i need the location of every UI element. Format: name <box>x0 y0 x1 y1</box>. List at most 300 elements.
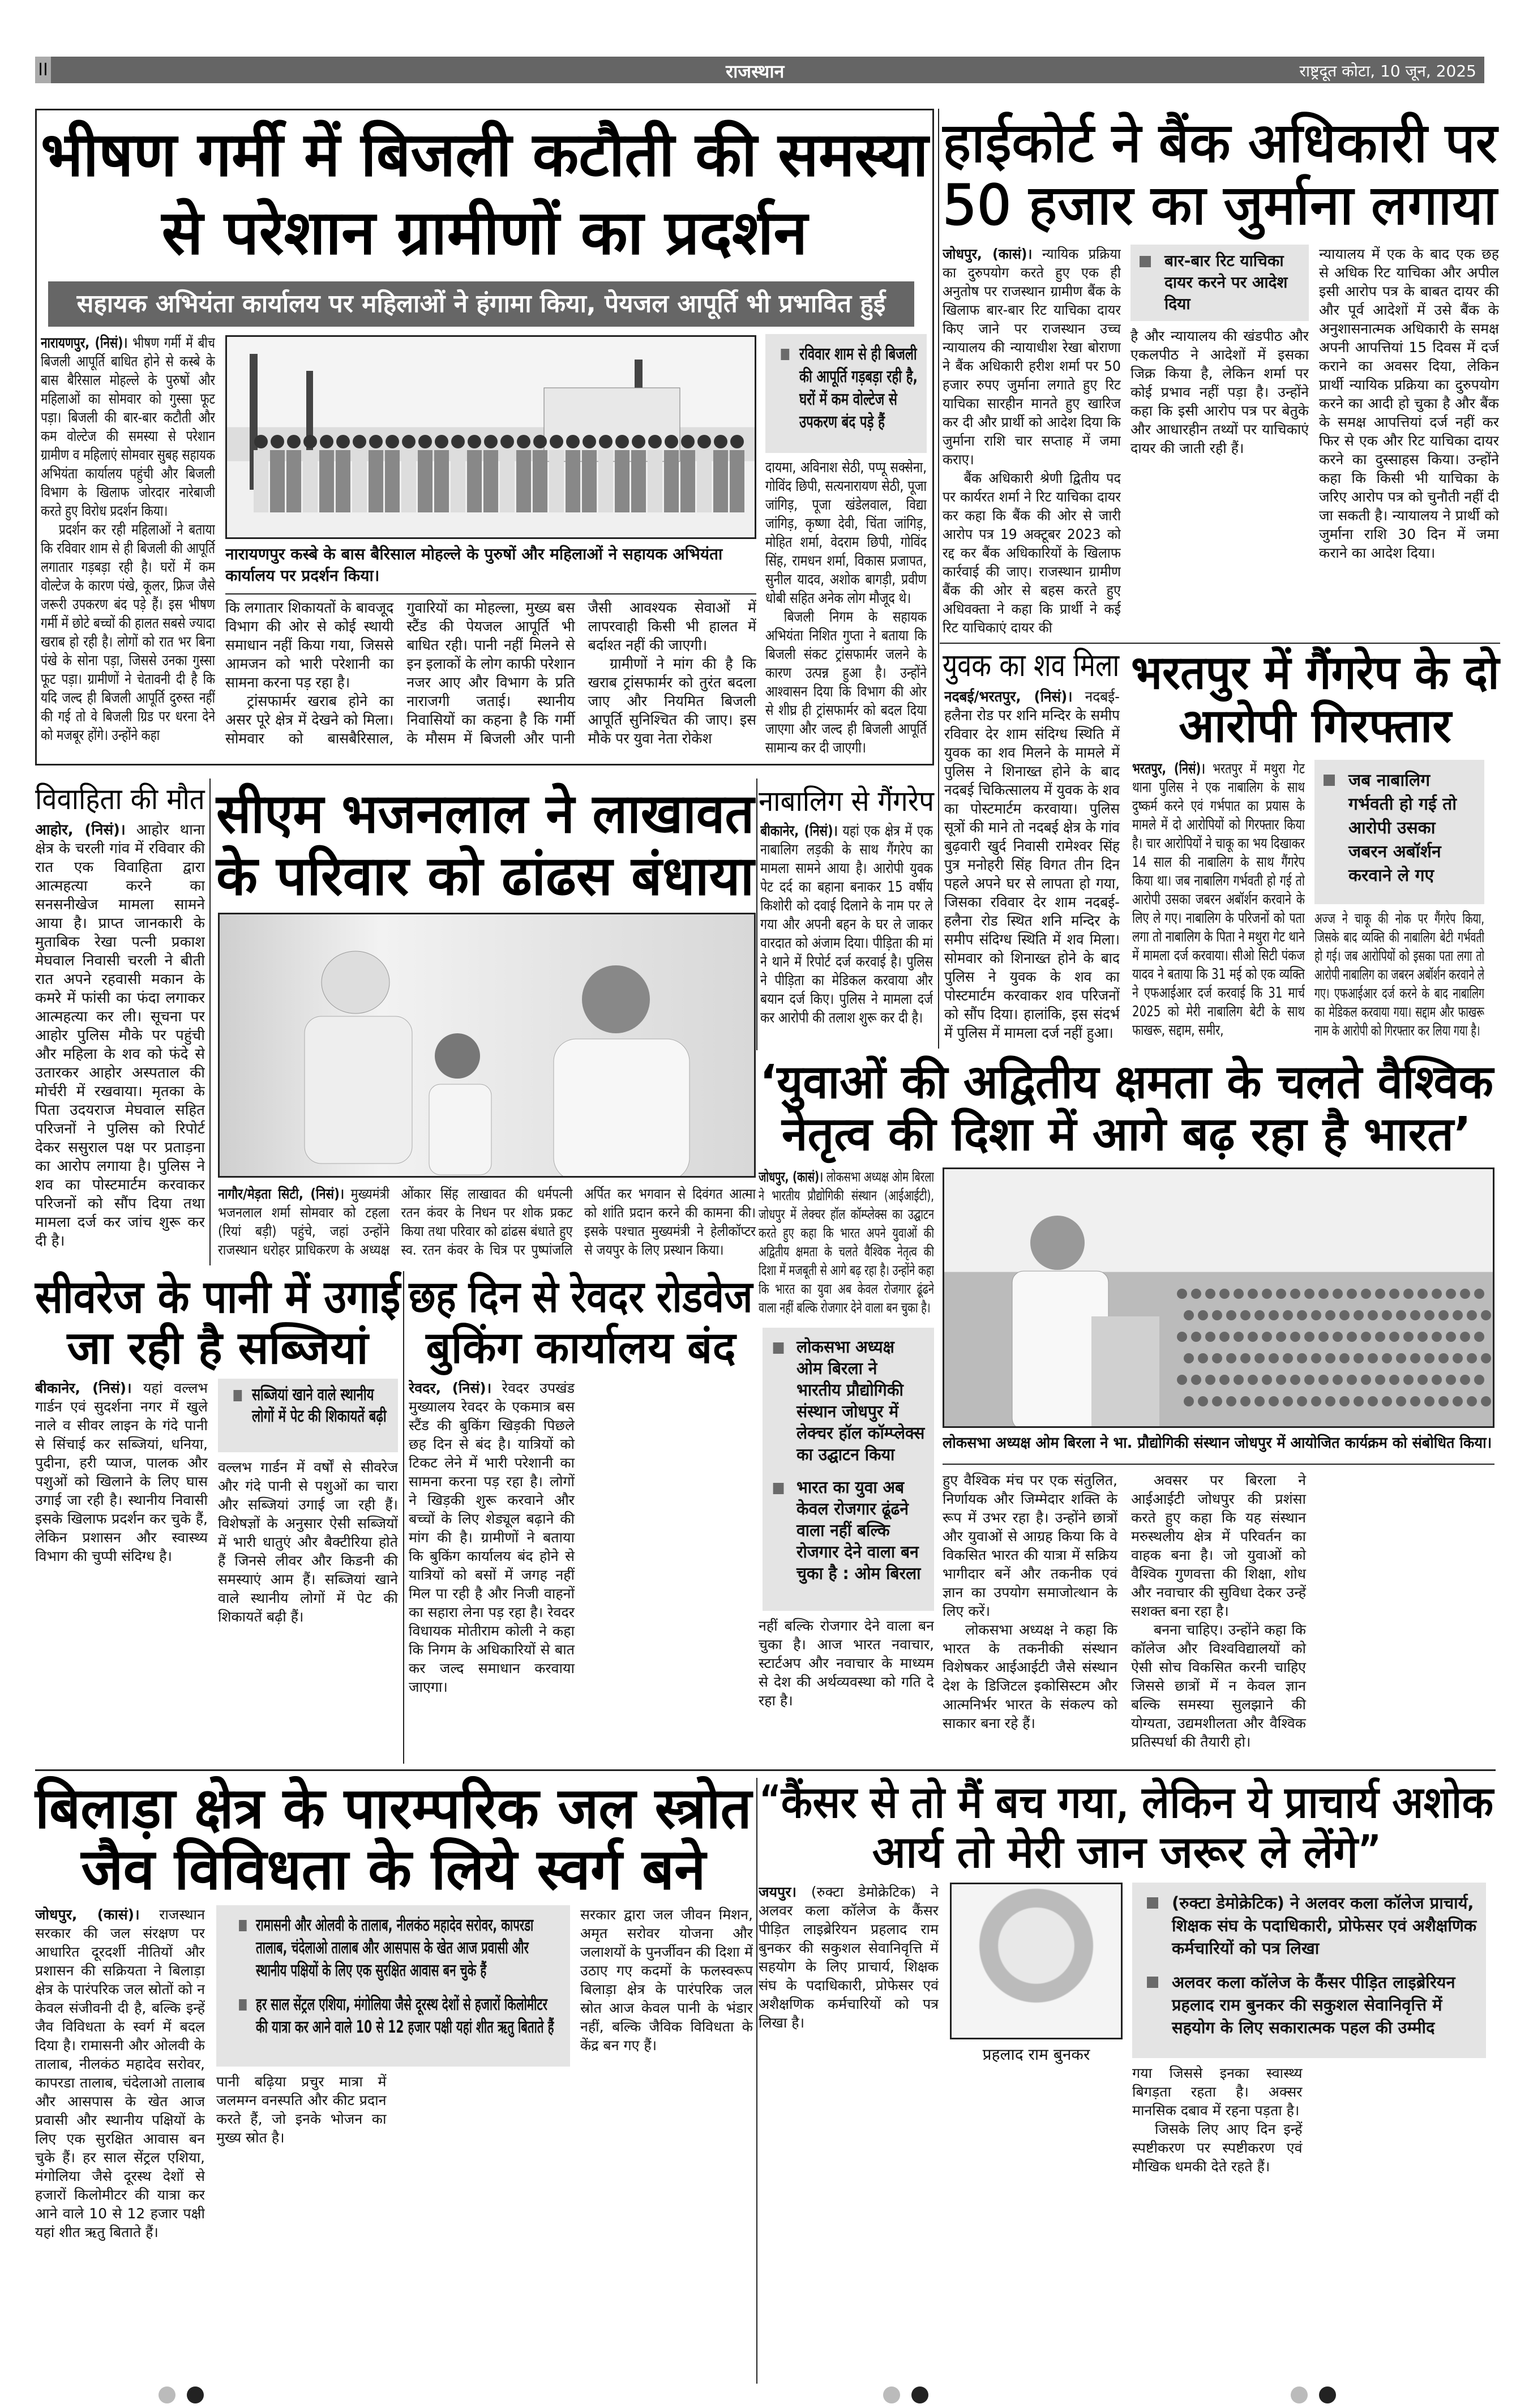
s4-headline <box>1131 647 1499 753</box>
text-flow <box>256 1914 561 2039</box>
text-flow <box>1164 250 1300 315</box>
person-figure <box>254 435 268 448</box>
audience-figure <box>1389 1332 1399 1342</box>
audience-figure <box>1467 1396 1477 1406</box>
person-figure <box>336 450 350 512</box>
page-header <box>35 57 1484 83</box>
paragraph: (रुक्टा डेमोक्रेटिक) ने अलवर कला कॉलेज के कैंसर पीड़ित लाइब्रेरियन प्रहलाद राम बुनकर की सकुशल सेवानिवृत्ति में सहयोग के लिए प्राचार्य, शिक्षक संघ के पदाधिकारी, प्रोफेसर एवं अशैक्षणिक कर्मचारियों को पत्र लिखा है। <box>759 1884 939 2031</box>
text-flow <box>943 1432 1494 1454</box>
audience-figure <box>1311 1353 1321 1363</box>
person-figure <box>435 435 448 448</box>
audience-figure <box>1417 1332 1428 1342</box>
audience-figure <box>1318 1375 1329 1385</box>
bullet-square-icon <box>1324 775 1335 786</box>
audience-figure <box>1438 1353 1449 1363</box>
caption-text: लोकसभा अध्यक्ष ओम बिरला ने भा. प्रौद्योगिकी संस्थान जोधपुर में आयोजित कार्यक्रम को संबोधित किया। <box>943 1434 1492 1452</box>
person-figure <box>271 435 284 448</box>
paragraph: लोकसभा अध्यक्ष ने कहा कि भारत के तकनीकी संस्थान विशेषकर आईआईटी जैसे संस्थान देश के डिजिटल इकोसिस्टम और आत्मनिर्भर भारत के संकल्प को साकार बना रहे हैं। <box>943 1622 1117 1731</box>
highlight-text: रामासनी और ओलवी के तालाब, नीलकंठ महादेव सरोवर, कापरडा तालाब, चंदेलाओ तालाब और आसपास के खेत आज प्रवासी और स्थानीय पक्षियों के लिए एक सुरक्षित आवास बन चुके हैं <box>256 1915 534 1981</box>
audience-figure <box>1234 1332 1244 1342</box>
audience-figure <box>1269 1310 1279 1320</box>
paragraph: हुए वैश्विक मंच पर एक संतुलित, निर्णायक और जिम्मेदार शक्ति के रूप में उभर रहा है। उन्होंने छात्रों और युवाओं से आग्रह किया कि वे विकसित भारत की यात्रा में सक्रिय भागीदार बनें और तकनीक एवं ज्ञान का उपयोग समाजोत्थान के लिए करें। <box>943 1472 1117 1619</box>
person-figure <box>500 450 515 512</box>
text-flow <box>1130 327 1309 457</box>
audience-figure <box>1269 1353 1279 1363</box>
s4-body-col1 <box>1132 760 1305 1045</box>
meeting-illustration <box>220 914 756 1178</box>
audience-figure <box>1460 1289 1470 1299</box>
audience-figure <box>1403 1375 1414 1385</box>
bullet-square-icon <box>781 349 789 360</box>
paragraph: कि लगातार शिकायतों के बावजूद विभाग की ओर से कोई स्थायी समाधान नहीं किया गया, जिससे आमजन को भारी परेशानी का सामना करना पड़ रहा है। <box>225 600 394 691</box>
registration-mark-icon <box>883 2386 900 2403</box>
audience-figure <box>1417 1289 1428 1299</box>
s5-headline: विवाहिता की मौत <box>35 782 205 816</box>
audience-figure <box>1276 1375 1286 1385</box>
person-figure <box>418 435 432 448</box>
text-flow <box>216 2072 570 2379</box>
audience-figure <box>1438 1396 1449 1406</box>
s2-body-col1 <box>943 245 1121 641</box>
headline-line: जा रही है सब्जियां <box>67 1321 369 1374</box>
audience-figure <box>1304 1332 1314 1342</box>
bullet-square-icon <box>239 1999 247 2011</box>
person-figure <box>615 450 629 512</box>
s3-headline: युवक का शव मिला <box>943 647 1120 684</box>
s2-body-col2 <box>1130 327 1309 641</box>
text-flow <box>35 1379 208 1566</box>
highlight-text: सब्जियां खाने वाले स्थानीय लोगों में पेट की शिकायतें बढ़ी <box>252 1385 387 1426</box>
paragraph: यहां एक क्षेत्र में एक नाबालिग लड़की के साथ गैंगरेप का मामला सामने आया है। आरोपी युवक पेट दर्द का बहाना बनाकर 15 वर्षीय किशोरी को दवाई दिलाने के नाम पर ले गया और अपनी बहन के घर ले जाकर वारदात को अंजाम दिया। पीड़िता की मां ने थाने में रिपोर्ट दर्ज करवाई है। पुलिस ने पीड़िता का मेडिकल करवाया और बयान दर्ज किए। पुलिस ने मामला दर्ज कर आरोपी की तलाश शुरू कर दी है। <box>760 823 933 1026</box>
audience-figure <box>1184 1310 1194 1320</box>
paragraph: अज्ज ने चाकू की नोक पर गैंगरेप किया, जिसके बाद व्यक्ति की नाबालिग बेटी गर्भवती हो गई। जब आरोपियों को इसका पता लगा तो आरोपी नाबालिग का जबरन अबॉर्शन करवाने ले गए। एफआईआर दर्ज करने के बाद नाबालिग का मेडिकल करवाया गया। सद्दाम और फाखरू नाम के आरोपी को गिरफ्तार कर लिया गया है। <box>1314 910 1484 1040</box>
column-divider <box>756 779 757 1050</box>
s12-headline <box>760 1778 1493 1877</box>
audience-figure <box>1254 1396 1265 1406</box>
headline-line: सीएम भजनलाल ने लाखावत <box>216 782 755 845</box>
text-flow <box>760 822 933 1028</box>
registration-mark-icon <box>1319 2386 1336 2403</box>
audience-figure <box>1410 1310 1420 1320</box>
person-figure <box>369 435 383 448</box>
s3-body <box>944 688 1120 1045</box>
audience-figure <box>1248 1332 1258 1342</box>
divider <box>943 1464 1494 1465</box>
audience-figure <box>1219 1289 1230 1299</box>
dateline: रेवदर, (निसं)। <box>409 1380 492 1396</box>
text-flow <box>225 599 756 762</box>
person-figure <box>533 450 547 512</box>
audience-figure <box>1424 1353 1434 1363</box>
paragraph: न्यायिक प्रक्रिया का दुरुपयोग करते हुए एक ही अनुतोष पर राजस्थान ग्रामीण बैंक के खिलाफ बार-बार रिट याचिका दायर किए जाने पर राजस्थान उच्च न्यायालय की न्यायाधीश रेखा बोराणा ने बैंक अधिकारी हरीश शर्मा पर 50 हजार रुपए जुर्माना लगाते हुए रिट याचिका सारहीन मानते हुए खारिज कर दी और प्रार्थी को आदेश दिया कि जुर्माना राशि चार सप्ताह में जमा कराए। <box>943 246 1121 468</box>
headline-line: आर्य तो मेरी जान जरूर ले लेंगे” <box>872 1827 1381 1878</box>
person-figure <box>697 435 711 448</box>
audience-figure <box>1396 1310 1406 1320</box>
person-figure <box>386 435 399 448</box>
person-figure <box>648 450 662 512</box>
person-figure <box>598 450 613 512</box>
person-figure <box>680 450 695 512</box>
audience-figure <box>1410 1353 1420 1363</box>
audience-figure <box>1212 1396 1222 1406</box>
person-figure <box>418 450 432 512</box>
audience-figure <box>1234 1289 1244 1299</box>
headline-line: बिलाड़ा क्षेत्र के पारम्परिक जल स्त्रोत <box>35 1775 752 1841</box>
audience-figure <box>1432 1289 1442 1299</box>
person-figure <box>583 435 596 448</box>
text-flow <box>1172 1892 1477 2039</box>
audience-figure <box>1297 1310 1307 1320</box>
audience-figure <box>1481 1353 1491 1363</box>
section-title: राजस्थान <box>726 61 785 82</box>
headline-line: 50 हजार का जुर्माना लगाया <box>943 173 1497 238</box>
s12-photo-caption <box>950 2044 1123 2068</box>
text-flow <box>41 334 215 745</box>
audience-figure <box>1432 1375 1442 1385</box>
audience-figure <box>1290 1289 1300 1299</box>
s8-headline <box>760 1057 1493 1161</box>
paragraph: यहां वल्लभ गार्डन एवं सुदर्शना नगर में खुले नाले व सीवर लाइन के गंदे पानी से सिंचाई कर सब्जियां, धनिया, पुदीना, हरी प्याज, पालक और पशुओं को खिलाने के लिए घास उगाई जा रही है। स्थानीय निवासी इसके खिलाफ प्रदर्शन कर चुके हैं, लेकिन प्रशासन और स्वास्थ्य विभाग की चुप्पी संदिग्ध है। <box>35 1380 208 1564</box>
s8-event-photo <box>943 1167 1494 1428</box>
audience-figure <box>1325 1310 1335 1320</box>
column-divider <box>403 1271 404 1764</box>
text-flow <box>1348 769 1475 888</box>
s1-headline <box>41 116 928 272</box>
text-flow <box>950 2044 1123 2065</box>
paragraph: दायमा, अविनाश सेठी, पप्पू सक्सेना, गोविंद छिपी, सत्यनारायण सेठी, पूजा जांगिड़, पूजा खंडेलवाल, विद्या जांगिड़, कृष्णा देवी, चिंता जांगिड़, मोहित शर्मा, वेदराम छिपी, गोविंद सिंह, रामधन शर्मा, विकास प्रजापत, सुनील यादव, अशोक बागड़ी, प्रवीण धोबी सहित अनेक लोग मौजूद थे। <box>765 459 927 607</box>
audience-figure <box>1304 1375 1314 1385</box>
headline-line: “कैंसर से तो मैं बच गया, लेकिन ये प्राचार्य अशोक <box>760 1777 1494 1828</box>
s6-headline <box>216 782 754 907</box>
s11-highlight-box <box>216 1905 570 2067</box>
s1-protest-photo <box>225 335 756 539</box>
person-figure <box>549 450 564 512</box>
caption-text: प्रहलाद राम बुनकर <box>982 2045 1090 2064</box>
audience-figure <box>1382 1353 1392 1363</box>
paragraph: सरकार द्वारा जल जीवन मिशन, अमृत सरोवर योजना और जलाशयों के पुनर्जीवन की दिशा में उठाए गए कदमों के फलस्वरूप बिलाड़ा क्षेत्र के पारंपरिक जल स्रोत आज केवल पानी के भंडार नहीं, बल्कि जैविक विविधता के केंद्र बन गए हैं। <box>580 1906 753 2054</box>
audience-figure <box>1361 1375 1371 1385</box>
s6-body <box>218 1184 756 1264</box>
audience-figure <box>1212 1353 1222 1363</box>
person-figure <box>369 450 383 512</box>
audience-figure <box>1347 1375 1357 1385</box>
s11-headline <box>35 1775 752 1902</box>
s2-body-col3 <box>1319 245 1499 641</box>
audience-figure <box>1382 1396 1392 1406</box>
paragraph: न्यायालय में एक के बाद एक छह से अधिक रिट याचिका और अपील इसी आरोप पत्र के बाबत दायर की और पूर्व आदेशों में उसे बैंक के अनुशासनात्मक अधिकारी के समक्ष अपनी आपत्तियां 15 दिवस में दर्ज कराने का अवसर दिया, लेकिन प्रार्थी न्यायिक प्रक्रिया का दुरुपयोग करने का आदी हो चुका है और बैंक के समक्ष आपत्तियां दर्ज नहीं कर फिर से एक और रिट याचिका दायर करने का दुस्साहस किया। उन्होंने कहा कि किसी भी याचिका के जरिए आरोप पत्र को चुनौती नहीं दी जा सकती है। न्यायालय ने प्रार्थी को जुर्माना राशि 30 दिन में जमा कराने का आदेश दिया। <box>1319 246 1499 561</box>
s10-body <box>409 1379 754 1761</box>
page-number: II <box>35 57 51 83</box>
bullet-square-icon <box>1147 1977 1158 1988</box>
audience-figure <box>1467 1353 1477 1363</box>
audience-figure <box>1262 1375 1272 1385</box>
person-figure <box>385 450 400 512</box>
audience-figure <box>1382 1310 1392 1320</box>
bullet-square-icon <box>1147 1897 1158 1909</box>
audience-figure <box>1205 1375 1215 1385</box>
audience-figure <box>1396 1353 1406 1363</box>
dateline: जोधपुर, (कासं)। <box>943 246 1033 262</box>
audience-figure <box>1325 1396 1335 1406</box>
audience-figure <box>1403 1289 1414 1299</box>
s12-highlight-box <box>1132 1883 1486 2058</box>
divider <box>225 593 756 594</box>
audience-figure <box>1177 1289 1187 1299</box>
person-figure <box>353 435 366 448</box>
divider <box>35 1769 1496 1771</box>
audience-figure <box>1460 1375 1470 1385</box>
s11-body-col1 <box>35 1905 205 2379</box>
headline-line: बुकिंग कार्यालय बंद <box>426 1323 736 1374</box>
audience-figure <box>1234 1375 1244 1385</box>
text-flow <box>1314 910 1484 1041</box>
s12-body-col1 <box>759 1883 939 2379</box>
text-flow <box>759 1883 939 2032</box>
dateline: जोधपुर, (कासं)। <box>35 1906 140 1923</box>
s12-portrait-photo <box>950 1883 1123 2039</box>
audience-figure <box>1347 1332 1357 1342</box>
person-figure <box>451 435 465 448</box>
person-figure <box>320 435 333 448</box>
headline-line: भरतपुर में गैंगरेप के दो <box>1131 646 1500 700</box>
highlight-text: अलवर कला कॉलेज के कैंसर पीड़ित लाइब्रेरियन प्रहलाद राम बुनकर की सकुशल सेवानिवृत्ति में सहयोग के लिए सकारात्मक पहल की उम्मीद <box>1172 1973 1455 2037</box>
text-flow <box>218 1458 398 1626</box>
highlight-text: लोकसभा अध्यक्ष ओम बिरला ने भारतीय प्रौद्योगिकी संस्थान जोधपुर में लेक्चर हॉल कॉम्प्लेक्स का उद्घाटन किया <box>796 1337 925 1465</box>
person-figure <box>500 435 514 448</box>
paragraph: है और न्यायालय की खंडपीठ और एकलपीठ ने आदेशों में इसका जिक्र किया है, लेकिन शर्मा पर कोई प्रभाव नहीं पड़ा है। उन्होंने कहा कि इसी आरोप पत्र पर बेतुके और आधारहीन तथ्यों पर याचिकाएं दायर की जाती रही हैं। <box>1130 328 1309 456</box>
audience-figure <box>1453 1310 1463 1320</box>
person-figure <box>270 450 285 512</box>
s2-headline <box>943 112 1497 237</box>
audience-figure <box>1198 1353 1208 1363</box>
audience-figure <box>1347 1289 1357 1299</box>
audience-figure <box>1396 1396 1406 1406</box>
dateline: नारायणपुर, (निसं)। <box>41 335 128 352</box>
person-figure <box>730 450 744 512</box>
audience-figure <box>1276 1289 1286 1299</box>
headline-line: ‘युवाओं की अद्वितीय क्षमता के चलते वैश्विक <box>760 1055 1493 1109</box>
s8-body-cols <box>943 1471 1494 1761</box>
paragraph: अवसर पर बिरला ने आईआईटी जोधपुर की प्रशंसा करते हुए कहा कि यह संस्थान मरुस्थलीय क्षेत्र में परिवर्तन का वाहक बना है। जो युवाओं को वैश्विक गुणवत्ता की शिक्षा, शोध और नवाचार की सुविधा देकर उन्हें सशक्त बना रहा है। <box>1131 1472 1306 1619</box>
audience-figure <box>1290 1332 1300 1342</box>
audience-figure <box>1375 1289 1385 1299</box>
audience-figure <box>1325 1353 1335 1363</box>
audience-figure <box>1177 1375 1187 1385</box>
audience-figure <box>1240 1396 1251 1406</box>
text-flow <box>35 1905 205 2242</box>
person-figure <box>714 435 727 448</box>
s9-body-col1 <box>35 1379 208 1761</box>
headline-line: आरोपी गिरफ्तार <box>1179 699 1451 753</box>
person-figure <box>451 450 465 512</box>
s9-highlight-box <box>218 1379 398 1452</box>
audience-figure <box>1198 1310 1208 1320</box>
text-flow <box>1132 2064 1486 2379</box>
audience-figure <box>1226 1310 1236 1320</box>
audience-figure <box>1248 1375 1258 1385</box>
paragraph: वल्लभ गार्डन में वर्षों से सीवरेज और गंदे पानी से पशुओं का चारा और सब्जियां उगाई जा रही हैं। विशेषज्ञों के अनुसार ऐसी सब्जियों में भारी धातुएं और बैक्टीरिया होते हैं जिनसे लीवर और किडनी की समस्याएं आम हैं। सब्जियां खाने वाले स्थानीय लोगों में पेट की शिकायतें बढ़ी हैं। <box>218 1459 398 1625</box>
audience-figure <box>1438 1310 1449 1320</box>
paragraph: बिजली निगम के सहायक अभियंता निशित गुप्ता ने बताया कि बिजली संकट ट्रांसफार्मर जलने के कारण उत्पन्न हुआ है। उन्होंने आश्वासन दिया कि विभाग की ओर से शीघ्र ही ट्रांसफार्मर को बदल दिया जाएगा और जल्द ही बिजली आपूर्ति सामान्य कर दी जाएगी। <box>765 609 927 756</box>
audience-figure <box>1375 1332 1385 1342</box>
audience-figure <box>1368 1310 1378 1320</box>
text-flow <box>1132 760 1305 1040</box>
person-figure <box>516 450 531 512</box>
column-divider <box>938 109 939 1049</box>
audience-figure <box>1311 1310 1321 1320</box>
paragraph: गया जिससे इनका स्वास्थ्य बिगड़ता रहता है। अक्सर मानसिक दबाव में रहना पड़ता है। <box>1132 2065 1303 2119</box>
person-figure <box>566 450 580 512</box>
person-figure <box>287 435 301 448</box>
dateline: जयपुर। <box>759 1884 796 1900</box>
audience-figure <box>1403 1332 1414 1342</box>
audience-figure <box>1254 1353 1265 1363</box>
dateline: आहोर, (निसं)। <box>35 822 126 839</box>
person-figure <box>582 450 597 512</box>
audience-figure <box>1389 1289 1399 1299</box>
s8-highlight-box <box>763 1328 934 1611</box>
audience-figure <box>1304 1289 1314 1299</box>
s9-headline <box>35 1272 400 1374</box>
audience-figure <box>1276 1332 1286 1342</box>
s1-body-right <box>765 459 927 762</box>
text-flow <box>943 245 1121 637</box>
headline-line: से परेशान ग्रामीणों का प्रदर्शन <box>161 198 808 268</box>
paragraph: पानी बढ़िया प्रचुर मात्रा में जलमग्न वनस्पति और कीट प्रदान करते हैं, जो इनके भोजन का मुख्य स्रोत है। <box>216 2073 387 2146</box>
s1-photo-caption <box>225 544 756 589</box>
headline-line: छह दिन से रेवदर रोडवेज <box>409 1272 753 1323</box>
person-figure <box>599 435 613 448</box>
registration-mark-icon <box>1291 2386 1308 2403</box>
audience-figure <box>1248 1289 1258 1299</box>
person-figure <box>401 450 416 512</box>
audience-figure <box>1389 1375 1399 1385</box>
paragraph: भीषण गर्मी में बीच बिजली आपूर्ति बाधित होने से कस्बे के बास बैरिसाल मोहल्ले के पुरुषों और महिलाओं का सोमवार को गुस्सा फूट पड़ा। बिजली की बार-बार कटौती और कम वोल्टेज की समस्या से परेशान ग्रामीण व महिलाएं सोमवार सुबह सहायक अभियंता कार्यालय पहुंची और बिजली विभाग के खिलाफ जोरदार नारेबाजी करते हुए विरोध प्रदर्शन किया। <box>41 335 215 520</box>
person-figure <box>697 450 712 512</box>
person-figure <box>713 450 728 512</box>
person-figure <box>402 435 416 448</box>
audience-figure <box>1177 1332 1187 1342</box>
s4-body-col2 <box>1314 910 1484 1045</box>
highlight-text: बार-बार रिट याचिका दायर करने पर आदेश दिया <box>1164 251 1288 313</box>
person-figure <box>533 435 547 448</box>
registration-mark-icon <box>187 2386 204 2403</box>
bullet-square-icon <box>239 1920 247 1931</box>
person-figure <box>483 450 498 512</box>
paragraph: नहीं बल्कि रोजगार देने वाला बन चुका है। आज भारत नवाचार, स्टार्टअप और नवाचार के माध्यम से देश की अर्थव्यवस्था को गति दे रहा है। <box>759 1618 934 1709</box>
audience-figure <box>1297 1353 1307 1363</box>
audience-figure <box>1269 1396 1279 1406</box>
bullet-square-icon <box>233 1390 242 1401</box>
text-flow <box>1319 245 1499 562</box>
audience-figure <box>1212 1310 1222 1320</box>
audience-figure <box>1184 1353 1194 1363</box>
dateline: बीकानेर, (निसं)। <box>760 823 838 840</box>
audience-figure <box>1361 1332 1371 1342</box>
person-figure <box>254 450 268 512</box>
headline-line: जैव विविधता के लिये स्वर्ग बने <box>81 1836 706 1902</box>
audience-figure <box>1424 1396 1434 1406</box>
audience-figure <box>1368 1396 1378 1406</box>
person-figure <box>632 435 645 448</box>
audience-figure <box>1191 1375 1201 1385</box>
paragraph: बनना चाहिए। उन्होंने कहा कि कॉलेज और विश्वविद्यालयों को ऐसी सोच विकसित करनी चाहिए जिससे छात्रों में न केवल ज्ञान बल्कि समस्या सुलझाने की योग्यता, उद्यमशीलता और वैश्विक प्रतिस्पर्धा की तैयारी हो। <box>1131 1622 1306 1750</box>
audience-figure <box>1432 1332 1442 1342</box>
audience-figure <box>1226 1353 1236 1363</box>
headline-line: सीवरेज के पानी में उगाई <box>35 1271 401 1323</box>
person-figure <box>730 435 744 448</box>
paragraph: राजस्थान सरकार की जल संरक्षण पर आधारित दूरदर्शी नीतियों और प्रशासन की सक्रियता ने बिलाड़ा क्षेत्र के पारंपरिक जल स्रोतों को न केवल संजीवनी दी है, बल्कि इन्हें जैव विविधता के स्वर्ग में बदल दिया है। रामासनी और ओलवी के तालाब, नीलकंठ महादेव सरोवर, कापरडा तालाब, चंदेलाओ तालाब और आसपास के खेत आज प्रवासी और स्थानीय पक्षियों के लिए एक सुरक्षित आवास बन चुके हैं। हर साल सेंट्रल एशिया, मंगोलिया जैसे दूरस्थ देशों से हजारों किलोमीटर की यात्रा कर आने वाले 10 से 12 हजार पक्षी यहां शीत ऋतु बिताते हैं। <box>35 1906 205 2240</box>
person-figure <box>517 435 530 448</box>
s7-body <box>760 822 933 1045</box>
person-figure <box>566 435 580 448</box>
audience-figure <box>1474 1332 1484 1342</box>
paragraph: ट्रांसफार्मर खराब होने का असर पूरे क्षेत्र में देखने को मिला। सोमवार को बासबैरिसाल, गुवारियों का मोहल्ला, मुख्य बस स्टैंड की पेयजल आपूर्ति भी बाधित रही। पानी नहीं मिलने से इन इलाकों के लोग काफी परेशान नजर आए और विभाग के प्रति नाराजगी जताई। स्थानीय निवासियों का कहना है कि गर्मी के मौसम में बिजली और पानी जैसी आवश्यक सेवाओं में लापरवाही किसी भी हालत में बर्दाश्त नहीं की जाएगी। <box>225 600 756 747</box>
s4-highlight-box <box>1314 760 1484 904</box>
highlight-text: भारत का युवा अब केवल रोजगार ढूंढने वाला नहीं बल्कि रोजगार देने वाला बन चुका है : ओम बिरला <box>796 1478 921 1584</box>
audience-figure <box>1410 1396 1420 1406</box>
bullet-square-icon <box>1140 256 1151 267</box>
audience-figure <box>1184 1396 1194 1406</box>
column-divider <box>209 779 211 1265</box>
paragraph: लोकसभा अध्यक्ष ओम बिरला ने भारतीय प्रौद्योगिकी संस्थान (आईआईटी), जोधपुर में लेक्चर हॉल कॉम्प्लेक्स का उद्घाटन करते हुए कहा कि भारत अपने युवाओं की अद्वितीय क्षमता के चलते वैश्विक नेतृत्व की दिशा में मजबूती से आगे बढ़ रहा है। उन्होंने कहा कि भारत का युवा अब केवल रोजगार ढूंढने वाला नहीं बल्कि रोजगार देने वाला बन चुका है। <box>759 1169 934 1316</box>
person-figure <box>665 435 678 448</box>
person-figure <box>336 435 350 448</box>
audience-figure <box>1375 1375 1385 1385</box>
audience-figure <box>1226 1396 1236 1406</box>
audience-figure <box>1339 1353 1350 1363</box>
paragraph: नदबई-हलैना रोड पर शनि मन्दिर के समीप रविवार देर शाम संदिग्ध स्थिति में युवक का शव मिलने के मामले में पुलिस ने शिनाख्त होने के बाद नदबई चिकित्सालय में युवक के शव का पोस्टमार्टम करवाया। पुलिस सूत्रों की माने तो नदबई क्षेत्र के गांव बुढ़वारी खुर्द निवासी रामेश्वर सिंह पुत्र मनोहरी सिंह विगत तीन दिन पहले अपने घर से लापता हो गया, जिसका रविवार देर शाम नदबई-हलैना रोड स्थित शनि मन्दिर के समीप संदिग्ध स्थिति में शव मिला। सोमवार को शिनाख्त होने के बाद पुलिस ने युवक के शव का पोस्टमार्टम करवाकर शव परिजनों को सौंप दिया। हालांकि, इस संदर्भ में पुलिस में मामला दर्ज नहीं हुआ। <box>944 688 1120 1042</box>
person-figure <box>286 450 301 512</box>
text-flow <box>759 1167 934 1317</box>
s7-headline: नाबालिग से गैंगरेप <box>759 785 934 818</box>
audience-figure <box>1191 1289 1201 1299</box>
audience-figure <box>1219 1332 1230 1342</box>
person-figure <box>681 435 695 448</box>
s10-headline <box>409 1272 753 1374</box>
person-figure <box>648 435 662 448</box>
audience-figure <box>1318 1289 1329 1299</box>
audience-figure <box>1283 1310 1293 1320</box>
person-figure <box>434 450 449 512</box>
audience-figure <box>1318 1332 1329 1342</box>
audience-figure <box>1368 1353 1378 1363</box>
text-flow <box>796 1337 925 1585</box>
dateline: नागौर/मेड़ता सिटी, (निसं)। <box>218 1186 345 1202</box>
s11-body-col3 <box>580 1905 753 2379</box>
headline-line: नेतृत्व की दिशा में आगे बढ़ रहा है भारत’ <box>781 1107 1472 1161</box>
person-figure <box>303 450 318 512</box>
registration-mark-icon <box>911 2386 928 2403</box>
audience-figure <box>1198 1396 1208 1406</box>
person-figure <box>615 435 629 448</box>
text-flow <box>580 1905 753 2055</box>
dateline: भरतपुर, (निसं)। <box>1132 760 1205 777</box>
audience-figure <box>1191 1332 1201 1342</box>
s8-photo-caption <box>943 1432 1494 1456</box>
s8-body-col1b <box>759 1616 934 1761</box>
audience-figure <box>1297 1396 1307 1406</box>
person-figure <box>550 435 563 448</box>
paragraph: प्रदर्शन कर रही महिलाओं ने बताया कि रविवार शाम से ही बिजली की आपूर्ति लगातार गड़बड़ा रही है। घरों में कम वोल्टेज के कारण पंखे, कूलर, फ्रिज जैसे जरूरी उपकरण बंद पड़े हैं। इस भीषण गर्मी में छोटे बच्चों की हालत सबसे ज्यादा खराब हो रही है। लोगों को रात भर बिना पंखे के सोना पड़ा, जिससे उनका गुस्सा फूट पड़ा। ग्रामीणों ने चेतावनी दी है कि यदि जल्द ही बिजली आपूर्ति दुरुस्त नहीं की गई तो वे बिजली ग्रिड पर धरना देने को मजबूर होंगे। उन्होंने कहा <box>41 521 215 744</box>
divider <box>940 643 1500 644</box>
audience-figure <box>1339 1310 1350 1320</box>
s9-body-col2 <box>218 1458 398 1761</box>
person-figure <box>484 435 498 448</box>
auditorium-illustration <box>944 1169 1494 1428</box>
audience-figure <box>1283 1353 1293 1363</box>
highlight-text: रविवार शाम से ही बिजली की आपूर्ति गड़बड़ा रही है, घरों में कम वोल्टेज से उपकरण बंद पड़े हैं <box>799 344 918 432</box>
